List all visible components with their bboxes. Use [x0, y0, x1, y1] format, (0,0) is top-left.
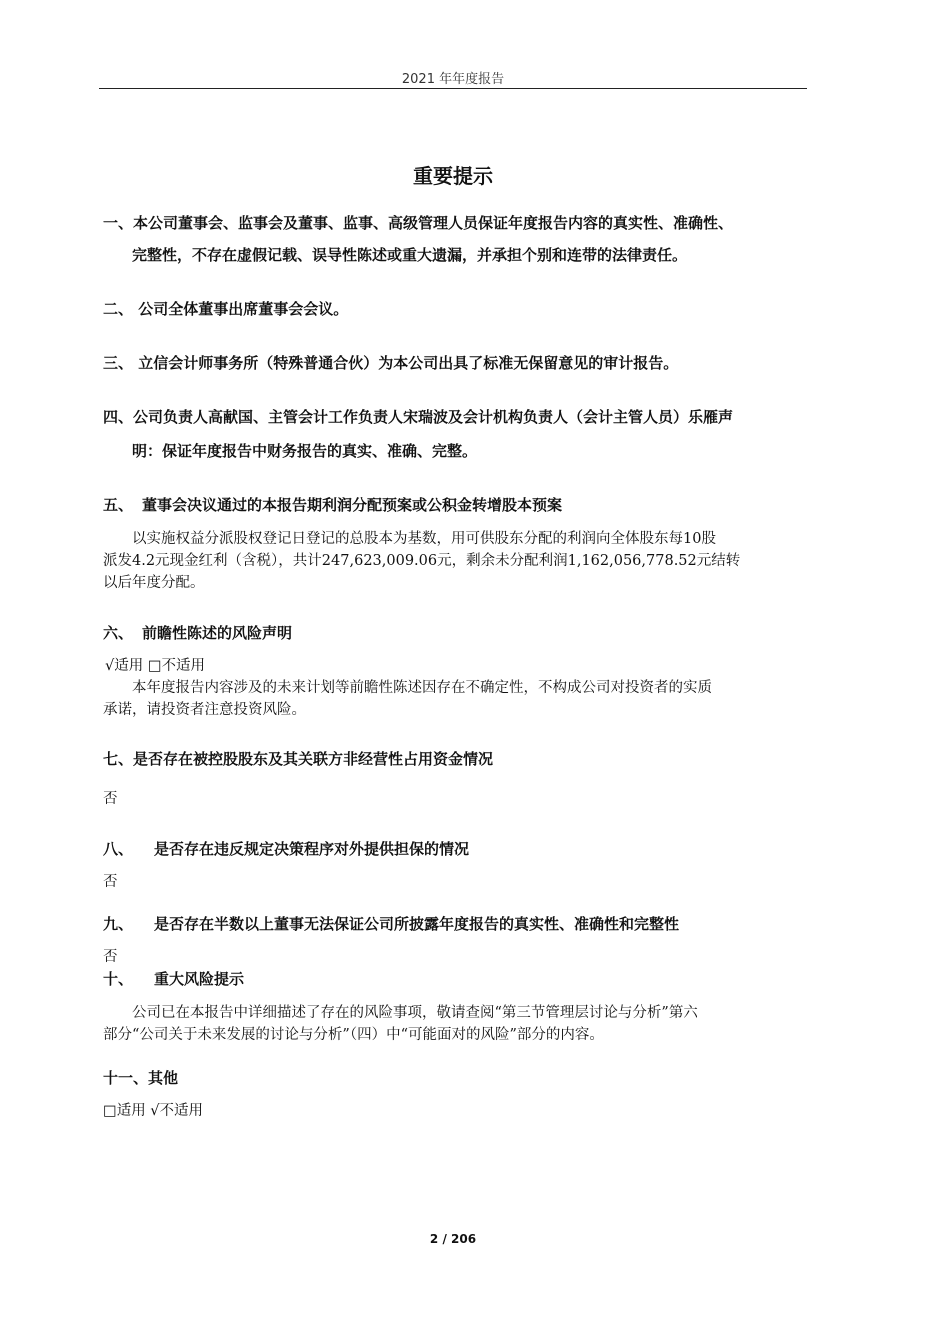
item-9-number: 九、 [103, 915, 134, 933]
item-5-para-line-1: 以实施权益分派股权登记日登记的总股本为基数，用可供股东分配的利润向全体股东每10股 [132, 531, 716, 547]
page-title: 重要提示 [413, 164, 493, 188]
item-4-line-2: 明：保证年度报告中财务报告的真实、准确、完整。 [132, 442, 478, 460]
item-5-heading: 董事会决议通过的本报告期利润分配预案或公积金转增股本预案 [142, 496, 563, 514]
item-5-para-line-2: 派发4.2元现金红利（含税），共计247,623,009.06元，剩余未分配利润1,162,056,778.52元结转 [103, 553, 741, 569]
item-11-applicability: □适用 √不适用 [103, 1103, 204, 1119]
item-8-heading: 是否存在违反规定决策程序对外提供担保的情况 [154, 840, 470, 858]
item-11-heading: 十一、其他 [103, 1069, 179, 1087]
item-5-para-line-3: 以后年度分配。 [103, 575, 205, 591]
item-10-para-line-1: 公司已在本报告中详细描述了存在的风险事项，敬请查阅“第三节管理层讨论与分析”第六 [132, 1005, 698, 1021]
item-9-heading: 是否存在半数以上董事无法保证公司所披露年度报告的真实性、准确性和完整性 [154, 915, 680, 933]
item-10-heading: 重大风险提示 [154, 970, 245, 988]
item-5-number: 五、 [103, 496, 134, 514]
item-6-number: 六、 [103, 624, 134, 642]
item-6-applicability: √适用 □不适用 [105, 658, 206, 674]
item-7-answer: 否 [103, 791, 118, 807]
item-8-answer: 否 [103, 874, 118, 890]
item-8-number: 八、 [103, 840, 134, 858]
item-9-answer: 否 [103, 949, 118, 965]
item-3: 三、 立信会计师事务所（特殊普通合伙）为本公司出具了标准无保留意见的审计报告。 [103, 354, 679, 372]
item-1-line-2: 完整性，不存在虚假记载、误导性陈述或重大遗漏，并承担个别和连带的法律责任。 [132, 246, 688, 264]
item-1-line-1: 一、本公司董事会、监事会及董事、监事、高级管理人员保证年度报告内容的真实性、准确性、 [103, 214, 734, 232]
item-4-line-1: 四、公司负责人高献国、主管会计工作负责人宋瑞波及会计机构负责人（会计主管人员）乐雁声 [103, 408, 734, 426]
page-number: 2 / 206 [429, 1232, 477, 1246]
item-2: 二、 公司全体董事出席董事会会议。 [103, 300, 349, 318]
header-divider [99, 88, 807, 89]
item-10-number: 十、 [103, 970, 134, 988]
item-6-para-line-2: 承诺，请投资者注意投资风险。 [103, 702, 306, 718]
item-10-para-line-2: 部分“公司关于未来发展的讨论与分析”（四）中“可能面对的风险”部分的内容。 [103, 1027, 604, 1043]
item-6-para-line-1: 本年度报告内容涉及的未来计划等前瞻性陈述因存在不确定性，不构成公司对投资者的实质 [132, 680, 712, 696]
item-6-heading: 前瞻性陈述的风险声明 [142, 624, 293, 642]
running-header: 2021 年年度报告 [401, 72, 505, 87]
item-7-heading: 七、是否存在被控股股东及其关联方非经营性占用资金情况 [103, 750, 494, 768]
